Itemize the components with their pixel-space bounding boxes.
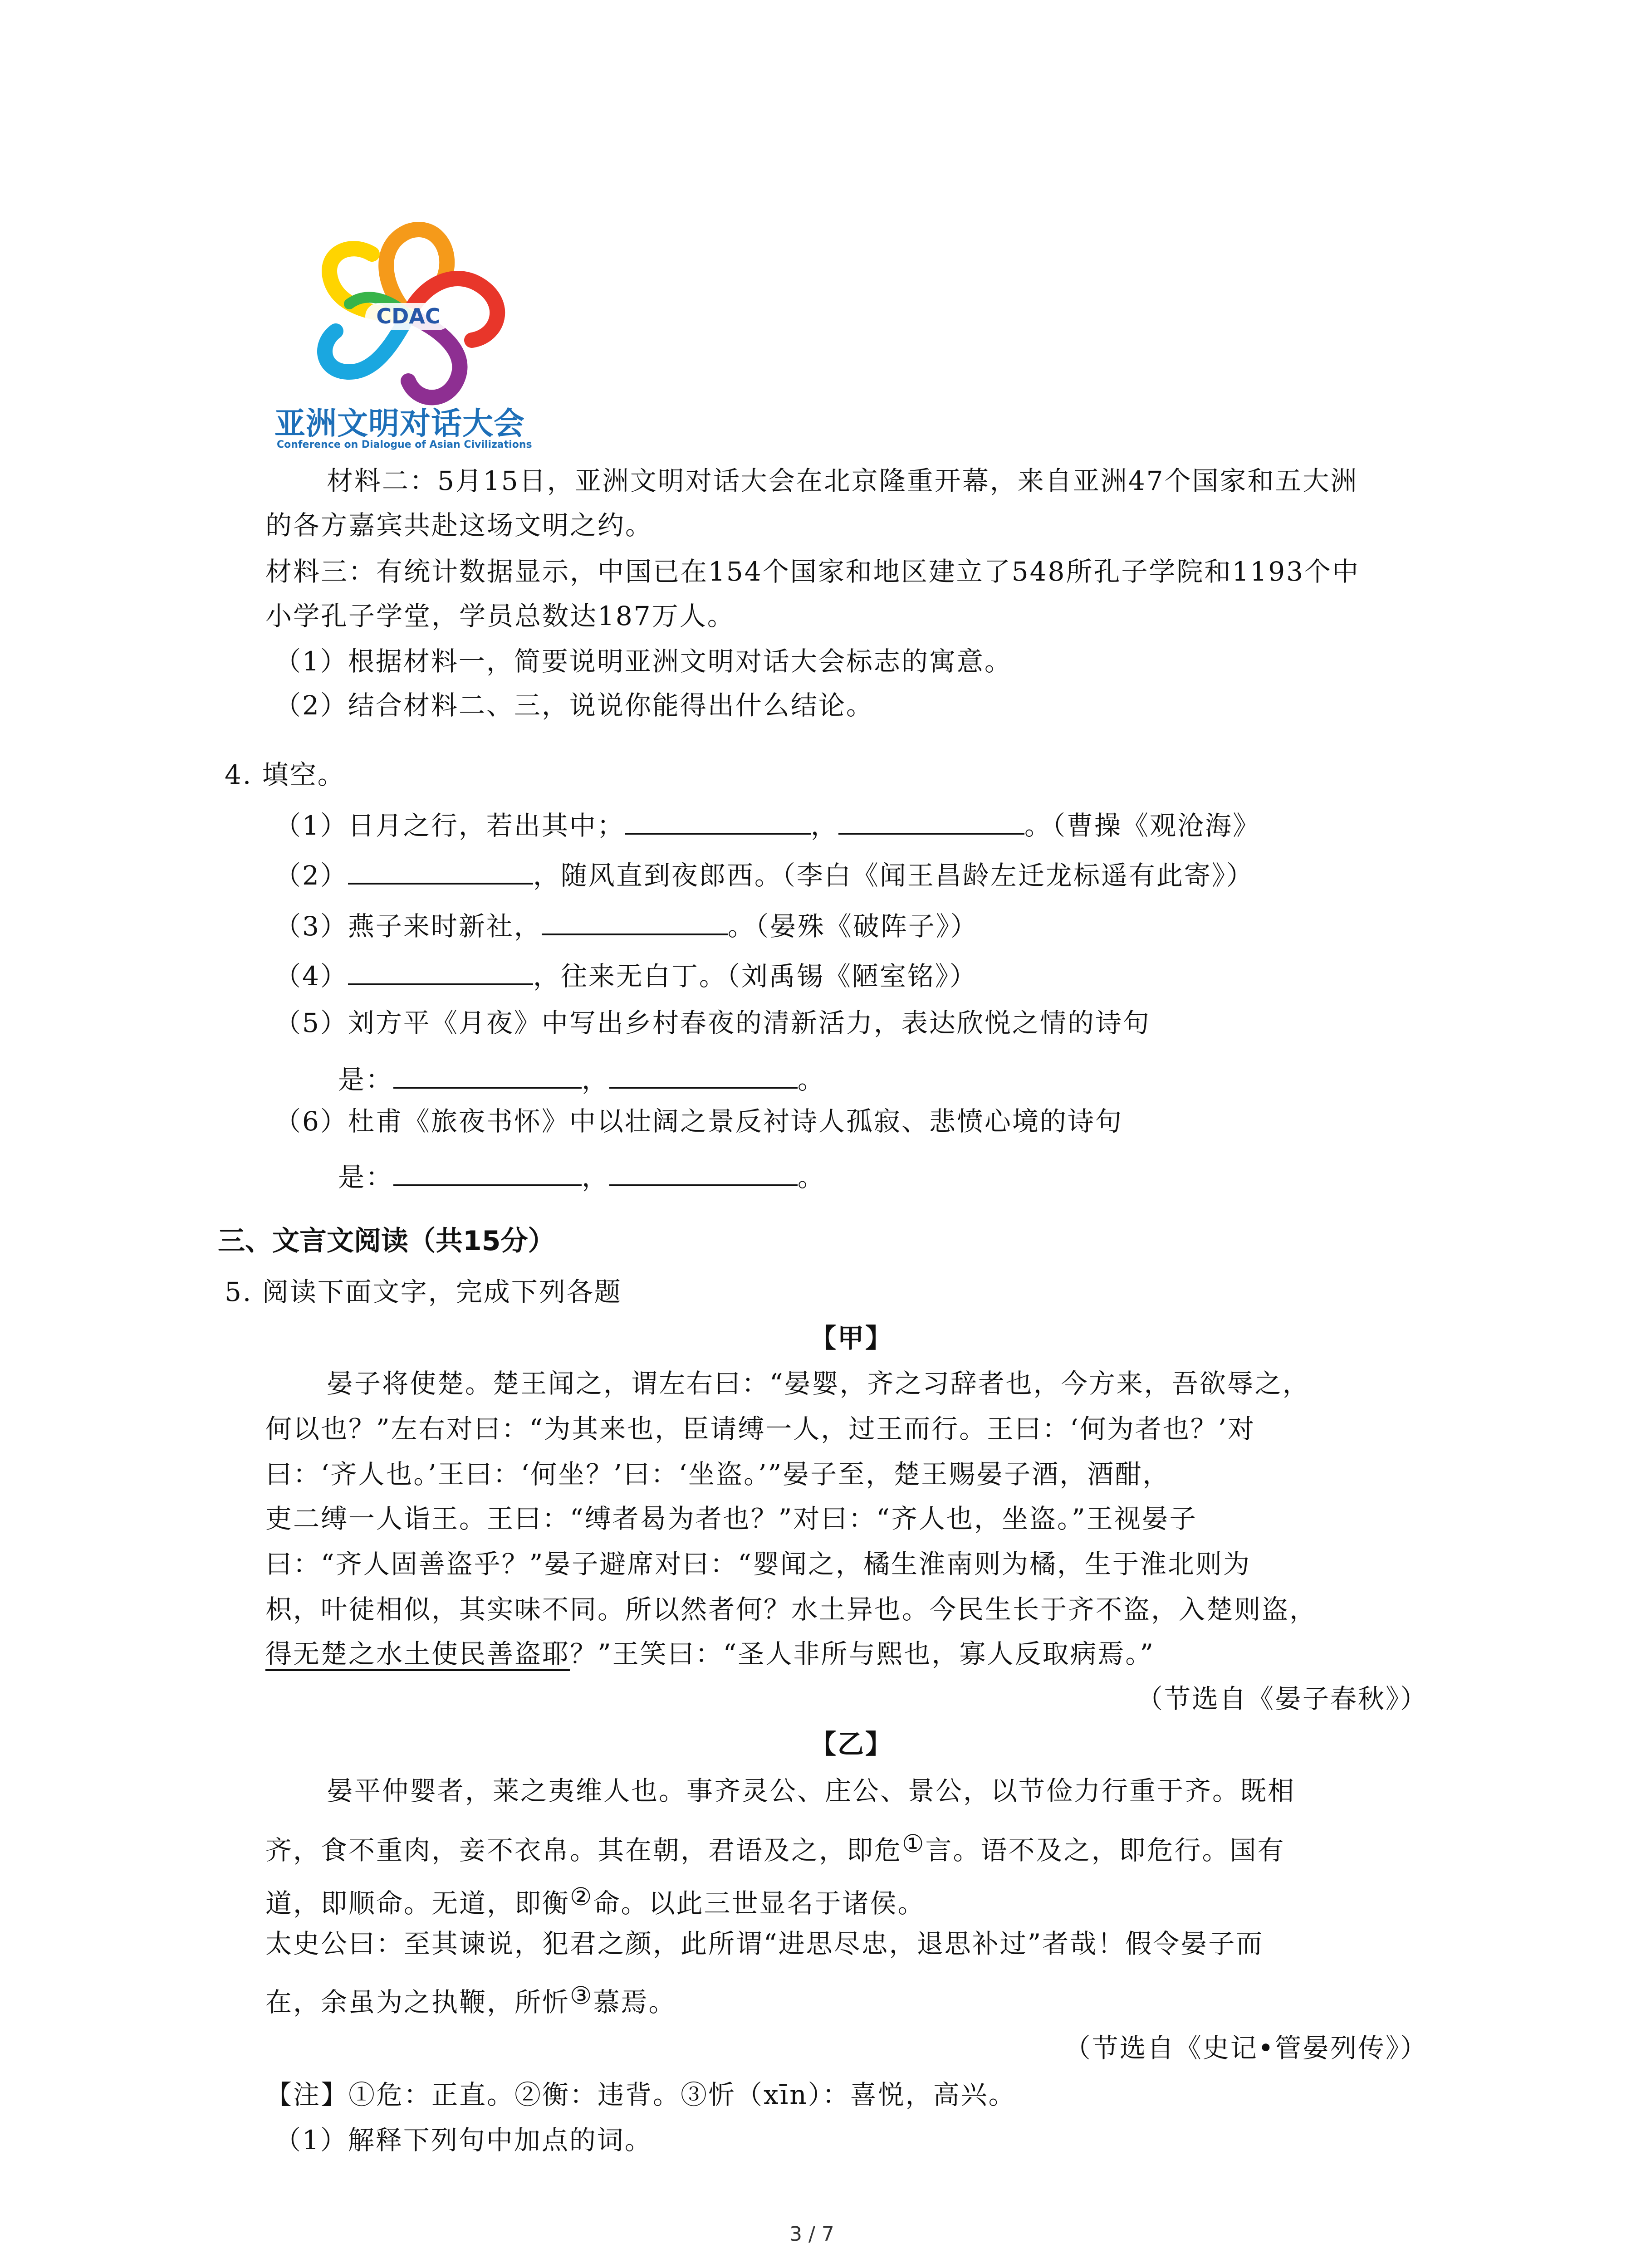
passage-yi-title: 【乙】	[810, 1729, 893, 1760]
separator: ，	[810, 810, 838, 841]
footnote-marker: ③	[570, 1981, 593, 2010]
annotation-note: 【注】①危：正直。②衡：违背。③忻（xīn）：喜悦，高兴。	[265, 2079, 1016, 2110]
answer-label: 是：	[338, 1162, 394, 1193]
logo-title-cn: 亚洲文明对话大会	[274, 406, 525, 442]
terminator: 。	[798, 1064, 826, 1095]
material-two-line1: 材料二：5月15日，亚洲文明对话大会在北京隆重开幕，来自亚洲47个国家和五大洲	[327, 465, 1358, 496]
item-number: （4）	[274, 961, 348, 992]
q4-item-2	[274, 856, 1254, 894]
q4-item-1	[274, 807, 1260, 844]
item-number: （2）	[274, 860, 348, 891]
answer-blank[interactable]	[348, 856, 533, 885]
passage-jia-line: 吏二缚一人诣王。王曰：“缚者曷为者也？”对曰：“齐人也，坐盗。”王视晏子	[265, 1503, 1197, 1534]
answer-blank[interactable]	[609, 1158, 798, 1186]
passage-jia-line: 曰：“齐人固善盗乎？”晏子避席对曰：“婴闻之，橘生淮南则为橘，生于淮北则为	[265, 1549, 1251, 1579]
prompt-text: 日月之行，若出其中；	[348, 810, 625, 841]
passage-jia-line: 何以也？”左右对曰：“为其来也，臣请缚一人，过王而行。王曰：‘何为者也？’对	[265, 1413, 1256, 1444]
q5-subquestion-1: （1）解释下列句中加点的词。	[274, 2125, 652, 2156]
q3-subquestion-1: （1）根据材料一，简要说明亚洲文明对话大会标志的寓意。	[274, 646, 1012, 677]
q4-item-5-answer	[338, 1061, 825, 1098]
separator: ，	[582, 1162, 610, 1193]
svg-text:CDAC: CDAC	[376, 304, 441, 328]
answer-blank[interactable]	[348, 957, 533, 985]
q4-item-6-answer	[338, 1158, 825, 1195]
cdac-logo	[272, 218, 544, 454]
answer-blank[interactable]	[393, 1158, 582, 1186]
text-part: 齐，食不重肉，妾不衣帛。其在朝，君语及之，即危	[265, 1835, 902, 1866]
cdac-emblem-icon	[272, 218, 544, 408]
footnote-marker: ①	[902, 1829, 926, 1858]
passage-yi-line: 太史公曰：至其谏说，犯君之颜，此所谓“进思尽忠，退思补过”者哉！假令晏子而	[265, 1928, 1264, 1959]
text-part: 道，即顺命。无道，即衡	[265, 1888, 570, 1919]
source-text: 。（晏殊《破阵子》）	[727, 911, 978, 942]
answer-blank[interactable]	[625, 807, 811, 835]
item-number: （3）	[274, 911, 348, 942]
passage-yi-line: 晏平仲婴者，莱之夷维人也。事齐灵公、庄公、景公，以节俭力行重于齐。既相	[327, 1775, 1296, 1806]
passage-jia-line: 晏子将使楚。楚王闻之，谓左右曰：“晏婴，齐之习辞者也，今方来，吾欲辱之，	[327, 1368, 1310, 1399]
page-number: 3 / 7	[789, 2223, 834, 2246]
terminator: 。	[798, 1162, 826, 1193]
passage-yi-line	[265, 1826, 1285, 1868]
passage-jia-title: 【甲】	[810, 1323, 893, 1354]
item-number: （1）	[274, 810, 348, 841]
material-two-line2: 的各方嘉宾共赴这场文明之约。	[265, 510, 653, 541]
q5-title: 5. 阅读下面文字，完成下列各题	[225, 1276, 622, 1307]
passage-yi-line	[265, 1978, 676, 2020]
passage-yi-line	[265, 1879, 925, 1921]
prompt-text: ，随风直到夜郎西。（李白《闻王昌龄左迁龙标遥有此寄》）	[533, 860, 1254, 891]
q4-item-4	[274, 957, 977, 994]
text-part: 言。语不及之，即危行。国有	[925, 1835, 1285, 1866]
text-part: 命。以此三世显名于诸侯。	[593, 1888, 926, 1919]
separator: ，	[582, 1064, 610, 1095]
q4-item-5-prompt: （5）刘方平《月夜》中写出乡村春夜的清新活力，表达欣悦之情的诗句	[274, 1007, 1151, 1038]
prompt-text: ，往来无白丁。（刘禹锡《陋室铭》）	[533, 961, 977, 992]
passage-jia-line: 曰：‘齐人也。’王曰：‘何坐？’曰：‘坐盗。’”晏子至，楚王赐晏子酒，酒酣，	[265, 1459, 1171, 1490]
passage-jia-line: 枳，叶徒相似，其实味不同。所以然者何？水土异也。今民生长于齐不盗，入楚则盗，	[265, 1594, 1318, 1625]
answer-label: 是：	[338, 1064, 394, 1095]
sentence-rest: ？”王笑曰：“圣人非所与熙也，寡人反取病焉。”	[570, 1638, 1155, 1669]
logo-title-en: Conference on Dialogue of Asian Civilizations	[277, 439, 532, 450]
q4-title: 4. 填空。	[225, 759, 345, 790]
footnote-marker: ②	[570, 1882, 593, 1911]
text-part: 在，余虽为之执鞭，所忻	[265, 1987, 570, 2018]
passage-jia-source: （节选自《晏子春秋》）	[1136, 1683, 1428, 1714]
text-part: 慕焉。	[593, 1987, 676, 2018]
answer-blank[interactable]	[393, 1061, 582, 1089]
passage-yi-source: （节选自《史记•管晏列传》）	[1064, 2033, 1428, 2063]
section-heading: 三、文言文阅读（共15分）	[218, 1225, 555, 1257]
material-three-line1: 材料三：有统计数据显示，中国已在154个国家和地区建立了548所孔子学院和1193个中	[265, 556, 1360, 587]
answer-blank[interactable]	[542, 907, 728, 935]
answer-blank[interactable]	[609, 1061, 798, 1089]
q4-item-6-prompt: （6）杜甫《旅夜书怀》中以壮阔之景反衬诗人孤寂、悲愤心境的诗句	[274, 1106, 1123, 1137]
q3-subquestion-2: （2）结合材料二、三，说说你能得出什么结论。	[274, 690, 874, 721]
prompt-text: 燕子来时新社，	[348, 911, 542, 942]
material-three-line2: 小学孔子学堂，学员总数达187万人。	[265, 601, 735, 631]
source-text: 。（曹操《观沧海》	[1024, 810, 1260, 841]
underlined-sentence: 得无楚之水土使民善盗耶	[265, 1638, 570, 1669]
answer-blank[interactable]	[838, 807, 1024, 835]
passage-jia-line	[265, 1636, 1155, 1672]
q4-item-3	[274, 907, 978, 944]
